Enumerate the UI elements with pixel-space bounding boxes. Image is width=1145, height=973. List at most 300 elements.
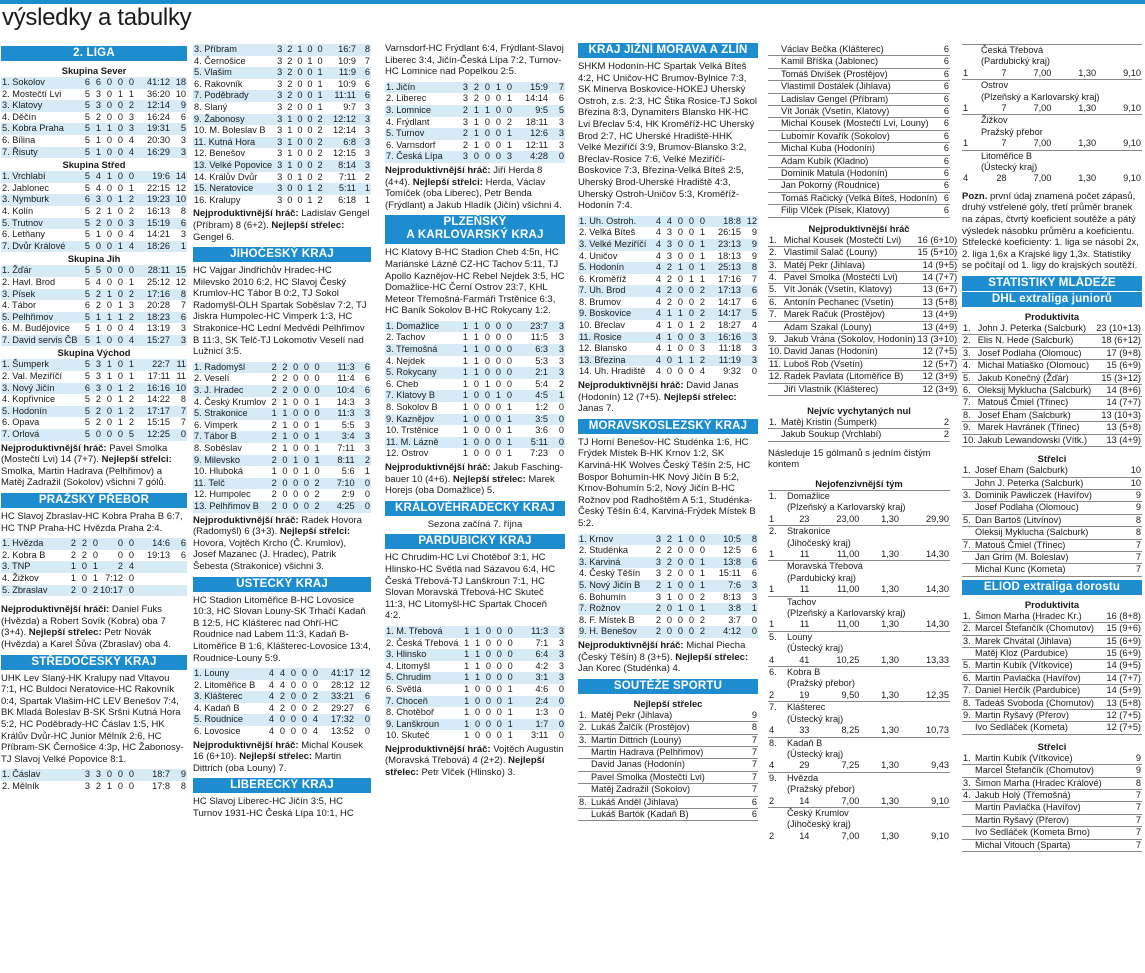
stat-cell: 1: [102, 123, 113, 135]
table-row: [193, 726, 371, 738]
stat-cell: 3: [357, 137, 371, 149]
team-name: 8. F. Místek B: [579, 614, 635, 625]
stat-cell: 0: [673, 332, 684, 344]
stat-cell: 1,30: [881, 549, 900, 559]
stat-cell: 0: [282, 489, 288, 500]
stat-cell: 6: [364, 702, 370, 713]
stat-cell: 6: [180, 549, 186, 560]
rank: [962, 722, 974, 734]
nul-title: Nejvíc vychytaných nul: [807, 404, 911, 416]
stat-cell: 14:3: [336, 396, 355, 407]
stat-cell: 14,30: [926, 549, 949, 559]
stat-cell: 2: [655, 545, 661, 556]
rank: 10.: [769, 346, 782, 357]
stat-cell: 6:18: [338, 194, 357, 205]
rank: 6.: [768, 296, 783, 308]
player-name: Radek Pavlata (Litoměřice B): [783, 371, 917, 383]
stat-cell: 9,10: [1123, 103, 1141, 114]
stat-cell: 0: [310, 408, 321, 420]
team-row: [962, 80, 1142, 92]
player-name: Jakub Konečný (Žďár): [977, 372, 1095, 384]
value: 14 (8+6): [1094, 385, 1142, 397]
team-name: 2. Tachov: [386, 332, 426, 343]
table-row: [193, 114, 371, 126]
stat-cell: 4:25: [321, 501, 356, 513]
list-item: [578, 771, 758, 783]
stat-cell: 1: [458, 437, 469, 449]
list-item: [578, 796, 758, 808]
table-row: [193, 183, 371, 195]
stat-cell: 2: [283, 44, 293, 56]
stat-cell: 3: [277, 125, 283, 136]
stat-cell: 0: [283, 183, 293, 195]
player-name: Martin Kubík (Vítkovice): [974, 753, 1133, 765]
stat-cell: 1: [695, 603, 706, 615]
stred-results: UHK Lev Slaný-HK Kralupy nad Vltavou 7:1, HC Buldoci Neratovice-HC Rakovník 0:4, Spartak Vlašim-HC LEV Benešov 7:4, BK Mladá Boleslav B-SK Sršni Kutná Hora 5:2, HC Poděbrady-HC Čáslav 1:5, HK Králův Dvůr-HC Junior Mělník 2:6, HC Příbram-SK Černošice 4:3p, HC Žabonosy-TJ Slavoj Velké Popovice 8:1.: [1, 672, 184, 765]
table-row: [578, 320, 758, 332]
team-region: (Pražský přebor): [787, 784, 855, 795]
team-region: (Jihočeský kraj): [787, 537, 851, 548]
value: 8: [1126, 514, 1142, 526]
stat-cell: 5: [549, 105, 565, 117]
stat-cell: 0: [688, 250, 694, 261]
stat-cell: 8:14: [324, 160, 357, 172]
rank: 1.: [962, 465, 974, 477]
stat-cell: 0: [492, 649, 503, 661]
table-row: [1, 573, 187, 585]
rank: 2.: [768, 247, 783, 259]
stat-cell: 15:27: [135, 335, 171, 347]
player-name: Pavel Smolka (Mostečtí Lvi): [590, 771, 748, 783]
stat-cell: 0: [496, 637, 502, 648]
stat-cell: 1: [688, 273, 694, 284]
stat-cell: 1: [695, 580, 706, 592]
stat-cell: 2: [695, 355, 706, 367]
stat-cell: 0: [303, 443, 309, 453]
rank: [962, 80, 980, 92]
stat-cell: 17:32: [319, 714, 355, 726]
stat-cell: 4: [651, 216, 662, 228]
stat-cell: 1: [128, 182, 134, 193]
stat-cell: 0: [506, 355, 512, 366]
stat-cell: 3: [91, 194, 102, 206]
stat-cell: 0: [662, 355, 673, 367]
stat-cell: 1: [458, 414, 469, 426]
team-name: 9. Boskovice: [578, 308, 651, 320]
value: 15 (6+9): [1094, 360, 1142, 372]
stat-cell: 0: [677, 614, 683, 625]
rank: 1.: [768, 235, 783, 247]
value: 7: [748, 759, 758, 771]
stat-cell: 0: [684, 580, 695, 592]
stat-cell: 4:12: [706, 626, 742, 638]
stat-cell: 2: [666, 545, 672, 556]
stat-cell: 1,30: [881, 619, 900, 630]
stat-cell: 14:22: [147, 394, 170, 405]
stat-cell: 14: [799, 795, 810, 806]
team-region: Pražský přebor: [981, 126, 1043, 137]
team-name: Česká Třebová: [980, 45, 1142, 57]
stat-cell: 5: [80, 359, 91, 371]
stat-cell: 0: [470, 719, 481, 731]
liberecky-table: [385, 82, 565, 163]
stat-cell: 0: [684, 534, 695, 546]
stat-cell: 0: [288, 385, 299, 397]
stat-cell: 2: [124, 312, 135, 324]
stat-cell: 2: [651, 603, 662, 615]
stat-cell: 7:6: [706, 580, 742, 592]
team-region: (Plzeňský a Karlovarský kraj): [787, 608, 906, 619]
stat-cell: 0: [474, 730, 481, 741]
stat-cell: 0: [128, 549, 134, 560]
stat-cell: 1: [113, 383, 124, 395]
stat-cell: 2: [271, 443, 277, 453]
stat-cell: 1: [484, 378, 490, 389]
table-row: [193, 137, 371, 149]
stat-cell: 3: [549, 649, 565, 661]
stat-cell: 0: [496, 707, 502, 718]
stat-cell: 0: [688, 343, 694, 354]
table-row: [193, 680, 371, 692]
stat-cell: 0: [469, 437, 480, 449]
stat-cell: 1: [113, 241, 124, 253]
stat-cell: 0: [310, 362, 321, 374]
stat-cell: 0: [77, 561, 88, 573]
value: 6: [748, 808, 758, 820]
stat-cell: 9,10: [931, 830, 949, 841]
stat-cell: 5: [742, 308, 758, 320]
stat-cell: 3: [549, 321, 565, 333]
stat-cell: 3: [364, 101, 370, 112]
value: 13 (5+8): [1094, 422, 1142, 434]
table-row: [578, 297, 758, 309]
value: 14 (7+7): [1103, 672, 1142, 684]
stat-cell: 9:7: [343, 101, 357, 112]
player-name: Jakub Vrána (Sokolov, Hodonín): [783, 333, 916, 344]
stat-cell: 3: [699, 343, 705, 354]
stat-cell: 5: [84, 88, 90, 99]
stat-cell: 0: [684, 216, 695, 228]
table-row: [193, 714, 371, 726]
list-item: [962, 422, 1142, 434]
list-item: [768, 284, 958, 296]
rank: [962, 647, 974, 659]
stat-cell: 2: [275, 691, 286, 703]
list-item: [962, 660, 1142, 672]
rank: 6.: [962, 672, 974, 684]
rank: 7.: [962, 685, 974, 697]
stat-cell: 7:23: [530, 448, 548, 459]
team-name: 3. Klatovy: [1, 100, 80, 112]
table-row: [193, 172, 371, 184]
list-item: [962, 765, 1142, 777]
value: 7: [748, 771, 758, 783]
stat-cell: 0: [299, 408, 310, 420]
group-table: [1, 77, 187, 158]
rank: 10.: [963, 434, 976, 445]
team-row: [962, 115, 1142, 127]
stat-cell: 0: [106, 300, 112, 311]
stat-cell: 0: [91, 241, 102, 253]
table-row: [1, 194, 187, 206]
player-name: Ladislav Gengel (Příbram): [780, 93, 943, 105]
stat-cell: 3: [549, 367, 565, 379]
stat-cell: 0: [303, 373, 309, 384]
list-item: [578, 734, 758, 746]
list-item: [768, 192, 950, 204]
team-name: 10. Skuteč: [386, 730, 430, 741]
stat-cell: 14:6: [135, 538, 171, 550]
list-item: [768, 429, 950, 441]
stat-cell: 3: [124, 218, 135, 230]
stat-cell: 0: [481, 696, 492, 708]
stat-cell: 1: [662, 308, 673, 320]
stat-cell: 4: [655, 296, 661, 307]
stat-cell: 0: [492, 719, 503, 731]
stat-cell: 3: [666, 227, 672, 238]
team-stats-row: [962, 173, 1142, 184]
page-title: výsledky a tabulky: [2, 4, 192, 31]
value: 13 (4+9): [917, 321, 959, 333]
stat-cell: 0: [299, 362, 310, 374]
stat-cell: 2: [287, 55, 293, 66]
stat-cell: 0: [495, 425, 501, 436]
value: 18 (6+12): [1094, 335, 1142, 347]
stat-cell: 3:6: [535, 425, 548, 436]
team-region: (Plzeňský a Karlovarský kraj): [981, 91, 1100, 102]
team-name: 9. Žabonosy: [193, 114, 273, 126]
table-row: [578, 592, 758, 604]
team-name: 10. Břeclav: [579, 320, 625, 331]
rank: [768, 143, 780, 155]
stat-cell: 1: [688, 320, 694, 331]
team-row: [768, 490, 950, 502]
stat-cell: 6: [171, 312, 187, 324]
player-name: Šimon Marha (Hradec Kr.): [974, 611, 1103, 623]
rank: [962, 814, 974, 826]
dhl-prod-table: [962, 323, 1142, 447]
stat-cell: 0: [293, 373, 299, 384]
stat-cell: 4: [128, 323, 134, 334]
team-name: 3. TNP: [1, 561, 66, 573]
stat-cell: 0: [117, 276, 123, 287]
stat-cell: 1: [666, 591, 672, 602]
stat-cell: 0: [106, 134, 112, 145]
stat-cell: 2: [317, 125, 323, 136]
stat-cell: 9,43: [931, 760, 949, 771]
team-stats-row: [768, 514, 950, 526]
stat-cell: 3: [462, 93, 468, 104]
stat-cell: 1,30: [881, 513, 900, 524]
stat-cell: 3: [277, 171, 283, 182]
stat-cell: 0: [106, 182, 112, 193]
rank: 4.: [962, 790, 974, 802]
stat-cell: 6: [80, 383, 91, 395]
stat-cell: 1: [117, 417, 123, 428]
group-table: [1, 359, 187, 440]
team-name: 1. Uh. Ostroh.: [578, 216, 651, 228]
table-row: [193, 668, 371, 680]
stat-cell: 2: [283, 67, 293, 79]
stat-cell: 19:13: [147, 549, 170, 560]
stat-cell: 3: [558, 139, 564, 150]
stat-cell: 3: [277, 194, 283, 205]
stat-cell: 4: [308, 714, 319, 726]
stat-cell: 0: [491, 344, 502, 356]
list-item: [962, 710, 1142, 722]
stat-cell: 0: [677, 591, 683, 602]
stat-cell: 1: [102, 312, 113, 324]
stat-cell: 3: [273, 44, 283, 56]
team-row: [768, 561, 950, 573]
stat-cell: 7,25: [841, 760, 860, 771]
ustecky-note: Nejproduktivnější hráč: Michal Kousek 16 (6+10). Nejlepší střelec: Martin Dittrich (oba Louny) 7.: [193, 739, 364, 774]
stat-cell: 0: [480, 128, 491, 140]
stat-cell: 3: [558, 355, 564, 366]
table-row: [1, 100, 187, 112]
stat-cell: 2: [287, 101, 293, 112]
stat-cell: 28:11: [135, 265, 171, 277]
stat-cell: 0: [303, 114, 313, 126]
stat-cell: 1: [117, 300, 123, 311]
stat-cell: 0: [102, 769, 113, 781]
stat-cell: 1: [662, 332, 673, 344]
stat-cell: 18:11: [525, 116, 548, 127]
stat-cell: 0: [549, 151, 565, 163]
stat-cell: 1: [666, 343, 672, 354]
stat-cell: 0: [751, 366, 757, 377]
stat-cell: 12:5: [723, 545, 741, 556]
stat-cell: 4:2: [535, 660, 549, 671]
table-row: [193, 703, 371, 715]
stat-cell: 7: [171, 406, 187, 418]
team-region-row: [768, 714, 950, 725]
value: 9: [1126, 502, 1142, 514]
stat-cell: 0: [549, 696, 565, 708]
stat-cell: 1: [106, 371, 112, 382]
rank: 3.: [962, 489, 974, 501]
player-name: Michal Matiaško (Olomouc): [977, 360, 1095, 372]
rank: 1.: [962, 323, 977, 335]
stat-cell: 1: [310, 431, 321, 443]
stat-cell: 0: [484, 139, 490, 150]
stat-cell: 11:3: [321, 362, 356, 374]
stat-cell: 3: [128, 111, 134, 122]
rank: 9.: [768, 772, 786, 784]
stat-cell: 0: [314, 373, 320, 384]
table-row: [1, 359, 187, 371]
stat-cell: 12:25: [135, 429, 171, 441]
player-name: Jan Pokorný (Roudnice): [780, 180, 943, 192]
team-name: 14. Králův Dvůr: [194, 171, 258, 182]
list-item: [962, 827, 1142, 839]
table-row: [578, 366, 758, 378]
stat-cell: 0: [502, 390, 513, 402]
section-header-kralovehradecky: KRÁLOVÉHRADECKÝ KRAJ: [385, 501, 565, 516]
stat-cell: 1: [699, 568, 705, 579]
list-item: [962, 551, 1142, 563]
jihocesky-table: [193, 362, 371, 513]
stat-cell: 0: [673, 626, 684, 638]
player-name: Oleksij Myklucha (Salcburk): [974, 527, 1126, 539]
table-row: [578, 557, 758, 569]
rank: 7.: [768, 702, 786, 714]
stat-cell: 3: [80, 769, 91, 781]
stat-cell: 3:1: [514, 672, 549, 684]
list-item: [962, 722, 1142, 734]
stat-cell: 0: [303, 396, 309, 407]
stat-cell: 18:23: [135, 312, 171, 324]
team-name: 1. Krnov: [578, 534, 651, 546]
team-name: 4. Tábor: [2, 300, 37, 311]
stat-cell: 0: [688, 545, 694, 556]
team-row: [768, 631, 950, 643]
stat-cell: 13:8: [706, 557, 742, 569]
liga-groups: [1, 64, 187, 441]
stat-cell: 4: [651, 262, 662, 274]
table-row: [1, 89, 187, 101]
rank: 1.: [962, 611, 974, 623]
list-item: [768, 271, 958, 283]
player-name: Adam Szakal (Louny): [783, 321, 917, 333]
stat-cell: 26:15: [718, 227, 741, 238]
stat-cell: 2: [95, 417, 101, 428]
table-row: [193, 125, 371, 137]
team-name: 13. Pelhřimov B: [193, 501, 267, 513]
stat-cell: 2: [662, 262, 673, 274]
group-title: Skupina Sever: [61, 65, 127, 76]
table-row: [385, 425, 565, 437]
table-row: [193, 466, 371, 478]
stat-cell: 4: [128, 134, 134, 145]
rank: 3.: [578, 734, 590, 746]
stat-cell: 18:26: [135, 241, 171, 253]
stat-cell: 0: [677, 568, 683, 579]
table-row: [385, 82, 565, 94]
value: 16 (8+8): [1103, 611, 1142, 623]
stat-cell: 0: [469, 151, 480, 163]
stat-cell: 2: [462, 139, 468, 150]
value: 6: [943, 205, 949, 216]
stat-cell: 0: [549, 414, 565, 426]
stat-cell: 3: [751, 343, 757, 354]
stat-cell: 0: [496, 683, 502, 694]
table-row: [385, 661, 565, 673]
stat-cell: 2: [699, 591, 705, 602]
stat-cell: 9,10: [1123, 67, 1141, 78]
stat-cell: 12:14: [135, 100, 171, 112]
stat-cell: 6:8: [324, 137, 357, 149]
rank: [962, 527, 974, 539]
stat-cell: 4: [655, 366, 661, 377]
stat-cell: 1: [459, 649, 470, 661]
stat-cell: 0: [495, 402, 501, 413]
stat-cell: 3: [357, 160, 371, 172]
stat-cell: 0: [502, 367, 513, 379]
stat-cell: 1: [95, 229, 101, 240]
player-name: Michal Vitouch (Sparta): [974, 839, 1133, 851]
stat-cell: 5: [80, 241, 91, 253]
team-name: Žižkov: [980, 115, 1142, 127]
stat-cell: 2: [88, 585, 99, 597]
stat-cell: 1: [695, 239, 706, 251]
group-title: Skupina Východ: [57, 347, 131, 359]
stat-cell: 7:10: [321, 478, 356, 490]
stat-cell: 3: [549, 626, 565, 638]
stat-cell: 0: [474, 707, 481, 718]
player-name: Matěj Zadražil (Sokolov): [590, 784, 748, 796]
player-name: Václav Bečka (Klášterec): [780, 44, 943, 56]
